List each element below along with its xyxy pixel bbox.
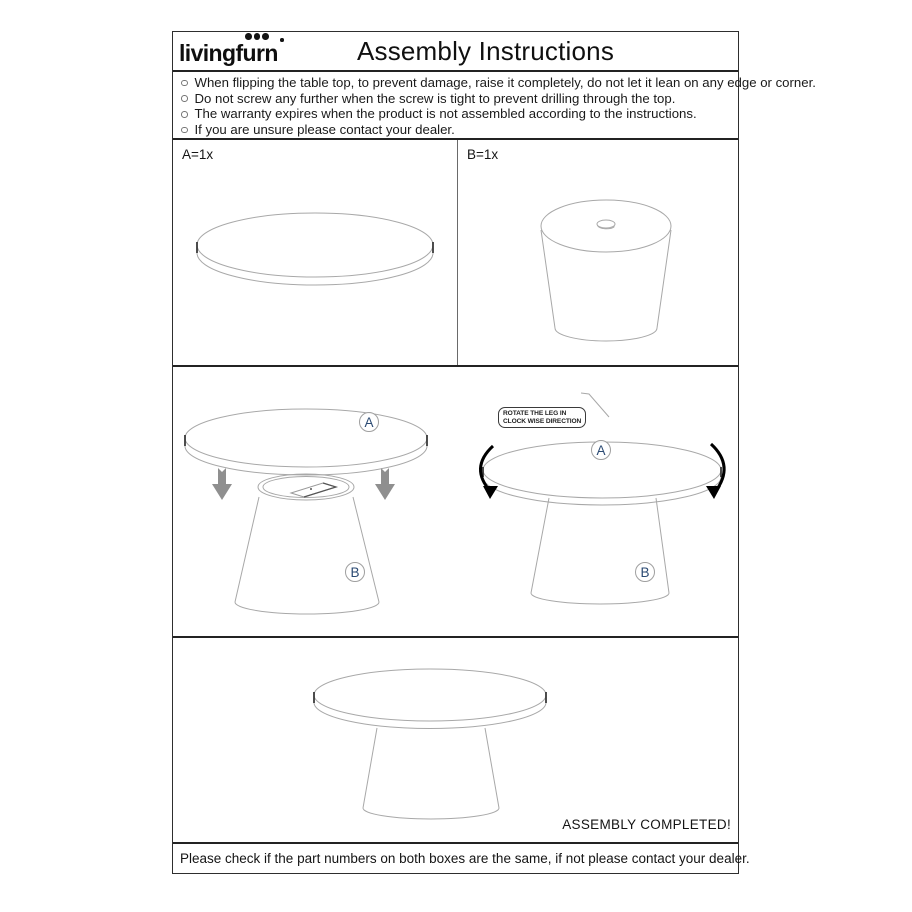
note-text: If you are unsure please contact your dealer. (194, 122, 455, 138)
header (173, 32, 738, 72)
down-arrow-icon (212, 468, 232, 500)
note-text: When flipping the table top, to prevent damage, raise it completely, do not let it lean on any edge or corner. (194, 75, 816, 90)
part-ref-label: B (640, 564, 650, 580)
part-ref-label: A (596, 442, 606, 458)
rotation-arrow-icon (711, 444, 724, 492)
note-bullet-icon (181, 111, 188, 118)
part-ref-a (591, 440, 611, 460)
livingfurn-logo (179, 40, 278, 67)
table-leg-diagram (539, 198, 673, 344)
note-bullet-icon (181, 127, 188, 134)
note-item (177, 122, 732, 138)
note-text: Do not screw any further when the screw is tight to prevent drilling through the top. (194, 90, 676, 106)
rotation-arrowhead-icon (483, 486, 498, 499)
note-text: The warranty expires when the product is not assembled according to the instructions. (194, 106, 697, 122)
safety-notes (173, 72, 816, 140)
table-top-diagram (195, 210, 435, 314)
instruction-sheet (172, 31, 816, 874)
part-a-cell (173, 140, 458, 365)
logo-dot-icon (245, 33, 252, 40)
note-bullet-icon (181, 95, 188, 102)
note-bullet-icon (181, 80, 188, 87)
rotation-arrowhead-icon (706, 486, 721, 499)
assembly-step-1-diagram (179, 400, 429, 620)
page-title: Assembly Instructions (356, 35, 615, 66)
trademark-dot-icon (280, 38, 284, 42)
logo-dot-icon (254, 33, 261, 40)
footer-note (173, 844, 750, 873)
logo-badge-icons (245, 33, 269, 40)
callout-line: CLOCK WISE DIRECTION (503, 418, 582, 425)
callout-line: ROTATE THE LEG IN (503, 410, 567, 417)
note-item (177, 106, 732, 122)
assembly-steps-section (173, 367, 738, 638)
part-ref-a (359, 412, 379, 432)
note-item (177, 91, 732, 107)
logo-dot-icon (262, 33, 269, 40)
part-a-label: A=1x (182, 147, 214, 162)
part-ref-label: B (350, 564, 360, 580)
assembled-table-diagram (311, 668, 549, 820)
parts-section (173, 140, 738, 367)
down-arrow-icon (375, 468, 395, 500)
part-ref-b (345, 562, 365, 582)
part-b-label: B=1x (467, 147, 499, 162)
part-ref-label: A (364, 414, 374, 430)
completed-section (173, 638, 738, 844)
note-item (177, 75, 816, 91)
part-ref-b (635, 562, 655, 582)
part-b-cell (458, 140, 738, 365)
assembly-step-2-diagram (477, 400, 727, 610)
logo-wordmark: livingfurn (179, 40, 278, 66)
footer-text: Please check if the part numbers on both boxes are the same, if not please contact your dealer. (180, 851, 750, 866)
rotate-callout (498, 407, 586, 428)
assembly-completed-caption: ASSEMBLY COMPLETED! (562, 817, 731, 832)
